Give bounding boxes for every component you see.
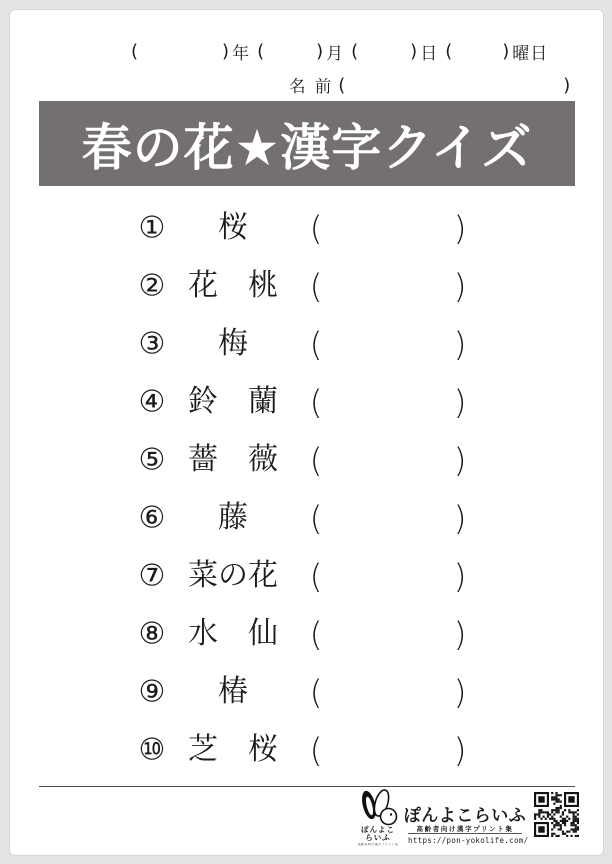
close-paren: ) <box>502 40 510 62</box>
answer-space <box>328 671 448 713</box>
quiz-row <box>10 315 604 373</box>
item-number: ⑤ <box>138 442 166 478</box>
open-paren: ( <box>445 40 453 62</box>
item-word: 花 桃 <box>188 268 278 303</box>
item-number: ④ <box>138 384 166 420</box>
year-blank <box>138 51 222 52</box>
close-paren: ) <box>410 40 418 62</box>
item-number: ⑨ <box>138 674 166 710</box>
item-word: 椿 <box>218 674 248 709</box>
answer-space <box>328 439 448 481</box>
item-word: 桜 <box>218 210 248 245</box>
answer-close-paren: ) <box>453 556 467 596</box>
year-label: 年 <box>232 43 251 64</box>
item-number: ① <box>138 210 166 246</box>
answer-space <box>328 497 448 539</box>
answer-open-paren: ( <box>309 440 323 480</box>
answer-close-paren: ) <box>453 440 467 480</box>
answer-open-paren: ( <box>309 498 323 538</box>
quiz-row <box>10 431 604 489</box>
logo-line1: ぽんよこ <box>361 825 395 834</box>
item-word: 鈴 蘭 <box>188 384 278 419</box>
answer-open-paren: ( <box>309 208 323 248</box>
item-number: ② <box>138 268 166 304</box>
answer-space <box>328 613 448 655</box>
day-label: 日 <box>420 43 439 64</box>
title-banner <box>39 101 575 186</box>
page-title: 春の花★漢字クイズ <box>81 118 533 177</box>
subtitle-rule <box>408 833 522 834</box>
item-number: ③ <box>138 326 166 362</box>
logo-tagline-micro: 高齢者向け漢字プリント集 <box>357 843 399 847</box>
answer-space <box>328 265 448 307</box>
quiz-row <box>10 663 604 721</box>
answer-space <box>328 323 448 365</box>
day-blank <box>358 51 410 52</box>
answer-open-paren: ( <box>309 324 323 364</box>
brand-text: ぽんよこらいふ <box>403 806 527 826</box>
quiz-row <box>10 257 604 315</box>
answer-close-paren: ) <box>453 324 467 364</box>
date-line <box>131 39 555 63</box>
close-paren: ) <box>316 40 324 62</box>
footer-divider <box>39 786 575 787</box>
month-blank <box>264 51 316 52</box>
answer-space <box>328 381 448 423</box>
quiz-row <box>10 373 604 431</box>
answer-close-paren: ) <box>453 614 467 654</box>
url-text: https://pon-yokolife.com/ <box>408 836 529 845</box>
quiz-row <box>10 199 604 257</box>
answer-close-paren: ) <box>453 382 467 422</box>
name-blank <box>345 85 563 86</box>
answer-close-paren: ) <box>453 266 467 306</box>
quiz-row <box>10 605 604 663</box>
quiz-row <box>10 721 604 779</box>
item-number: ⑧ <box>138 616 166 652</box>
answer-open-paren: ( <box>309 382 323 422</box>
answer-open-paren: ( <box>309 730 323 770</box>
worksheet-page <box>9 9 604 856</box>
answer-space <box>328 729 448 771</box>
item-word: 梅 <box>218 326 248 361</box>
item-number: ⑥ <box>138 500 166 536</box>
item-number: ⑩ <box>138 732 166 768</box>
answer-close-paren: ) <box>453 730 467 770</box>
answer-open-paren: ( <box>309 556 323 596</box>
name-line <box>289 73 570 97</box>
open-paren: ( <box>351 40 359 62</box>
month-label: 月 <box>326 43 345 64</box>
open-paren: ( <box>131 40 139 62</box>
name-label: 名 前 <box>289 77 334 96</box>
quiz-list <box>10 199 604 779</box>
answer-close-paren: ) <box>453 498 467 538</box>
open-paren: ( <box>257 40 265 62</box>
item-word: 芝 桜 <box>188 732 278 767</box>
weekday-label: 曜日 <box>512 43 549 64</box>
quiz-row <box>10 547 604 605</box>
weekday-blank <box>452 51 502 52</box>
item-number: ⑦ <box>138 558 166 594</box>
answer-open-paren: ( <box>309 672 323 712</box>
close-paren: ) <box>222 40 230 62</box>
answer-open-paren: ( <box>309 614 323 654</box>
logo-line2: らいふ <box>365 832 391 842</box>
answer-open-paren: ( <box>309 266 323 306</box>
item-word: 菜 の 花 <box>188 558 278 593</box>
answer-space <box>328 555 448 597</box>
brand-subtitle: 高齢者向け漢字プリント集 <box>416 825 514 833</box>
logo-text <box>349 826 407 846</box>
item-word: 薔 薇 <box>188 442 278 477</box>
quiz-row <box>10 489 604 547</box>
item-word: 水 仙 <box>188 616 278 651</box>
answer-close-paren: ) <box>453 672 467 712</box>
answer-space <box>328 207 448 249</box>
qr-code-icon <box>534 792 579 841</box>
close-paren: ) <box>563 74 571 96</box>
item-word: 藤 <box>218 500 248 535</box>
answer-close-paren: ) <box>453 208 467 248</box>
open-paren: ( <box>338 74 346 96</box>
